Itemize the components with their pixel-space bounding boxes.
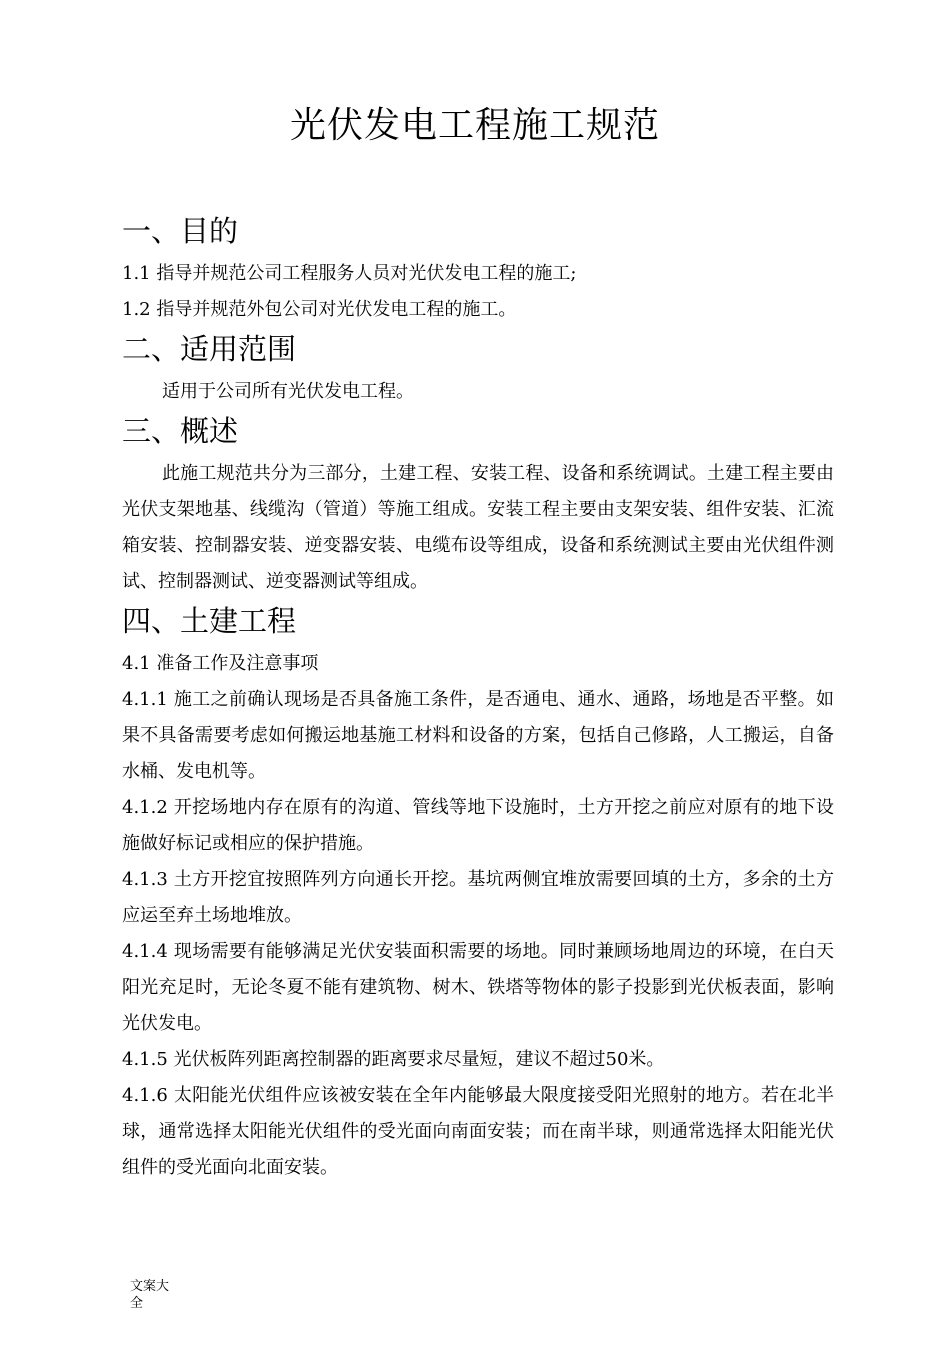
- document-title: 光伏发电工程施工规范: [289, 105, 660, 146]
- paragraph: 4.1.1 施工之前确认现场是否具备施工条件，是否通电、通水、通路，场地是否平整。如果不具备需要考虑如何搬运地基施工材料和设备的方案，包括自己修路，人工搬运，自备水桶、发电机等。: [122, 689, 834, 782]
- section-scope: [122, 328, 834, 410]
- paragraph: 4.1.4 现场需要有能够满足光伏安装面积需要的场地。同时兼顾场地周边的环境，在白天阳光充足时，无论冬夏不能有建筑物、树木、铁塔等物体的影子投影到光伏板表面，影响光伏发电。: [122, 941, 834, 1034]
- section-purpose: [122, 210, 834, 328]
- paragraph: 适用于公司所有光伏发电工程。: [162, 381, 414, 402]
- paragraph: 1.1 指导并规范公司工程服务人员对光伏发电工程的施工;: [122, 263, 577, 284]
- section-civil-works: [122, 600, 834, 1186]
- section-heading: 一、目的: [122, 214, 239, 248]
- paragraph: 4.1.2 开挖场地内存在原有的沟道、管线等地下设施时，土方开挖之前应对原有的地下设施做好标记或相应的保护措施。: [122, 797, 834, 854]
- paragraph: 4.1.6 太阳能光伏组件应该被安装在全年内能够最大限度接受阳光照射的地方。若在北半球，通常选择太阳能光伏组件的受光面向南面安装；而在南半球，则通常选择太阳能光伏组件的受光面向北面安装。: [122, 1085, 834, 1178]
- paragraph: 4.1.3 土方开挖宜按照阵列方向通长开挖。基坑两侧宜堆放需要回填的土方，多余的土方应运至弃土场地堆放。: [122, 869, 834, 926]
- section-heading: 四、土建工程: [122, 604, 297, 638]
- section-heading: 三、概述: [122, 414, 239, 448]
- subsection-heading: 4.1 准备工作及注意事项: [122, 653, 319, 674]
- page-footer: 文案大全: [130, 1279, 170, 1311]
- paragraph: 此施工规范共分为三部分，土建工程、安装工程、设备和系统调试。土建工程主要由光伏支架地基、线缆沟（管道）等施工组成。安装工程主要由支架安装、组件安装、汇流箱安装、控制器安装、逆变器安装、电缆布设等组成，设备和系统测试主要由光伏组件测试、控制器测试、逆变器测试等组成。: [122, 463, 834, 592]
- section-heading: 二、适用范围: [122, 332, 297, 366]
- document-body: [122, 210, 834, 1186]
- section-overview: [122, 410, 834, 600]
- paragraph: 4.1.5 光伏板阵列距离控制器的距离要求尽量短，建议不超过50米。: [122, 1049, 665, 1070]
- paragraph: 1.2 指导并规范外包公司对光伏发电工程的施工。: [122, 299, 517, 320]
